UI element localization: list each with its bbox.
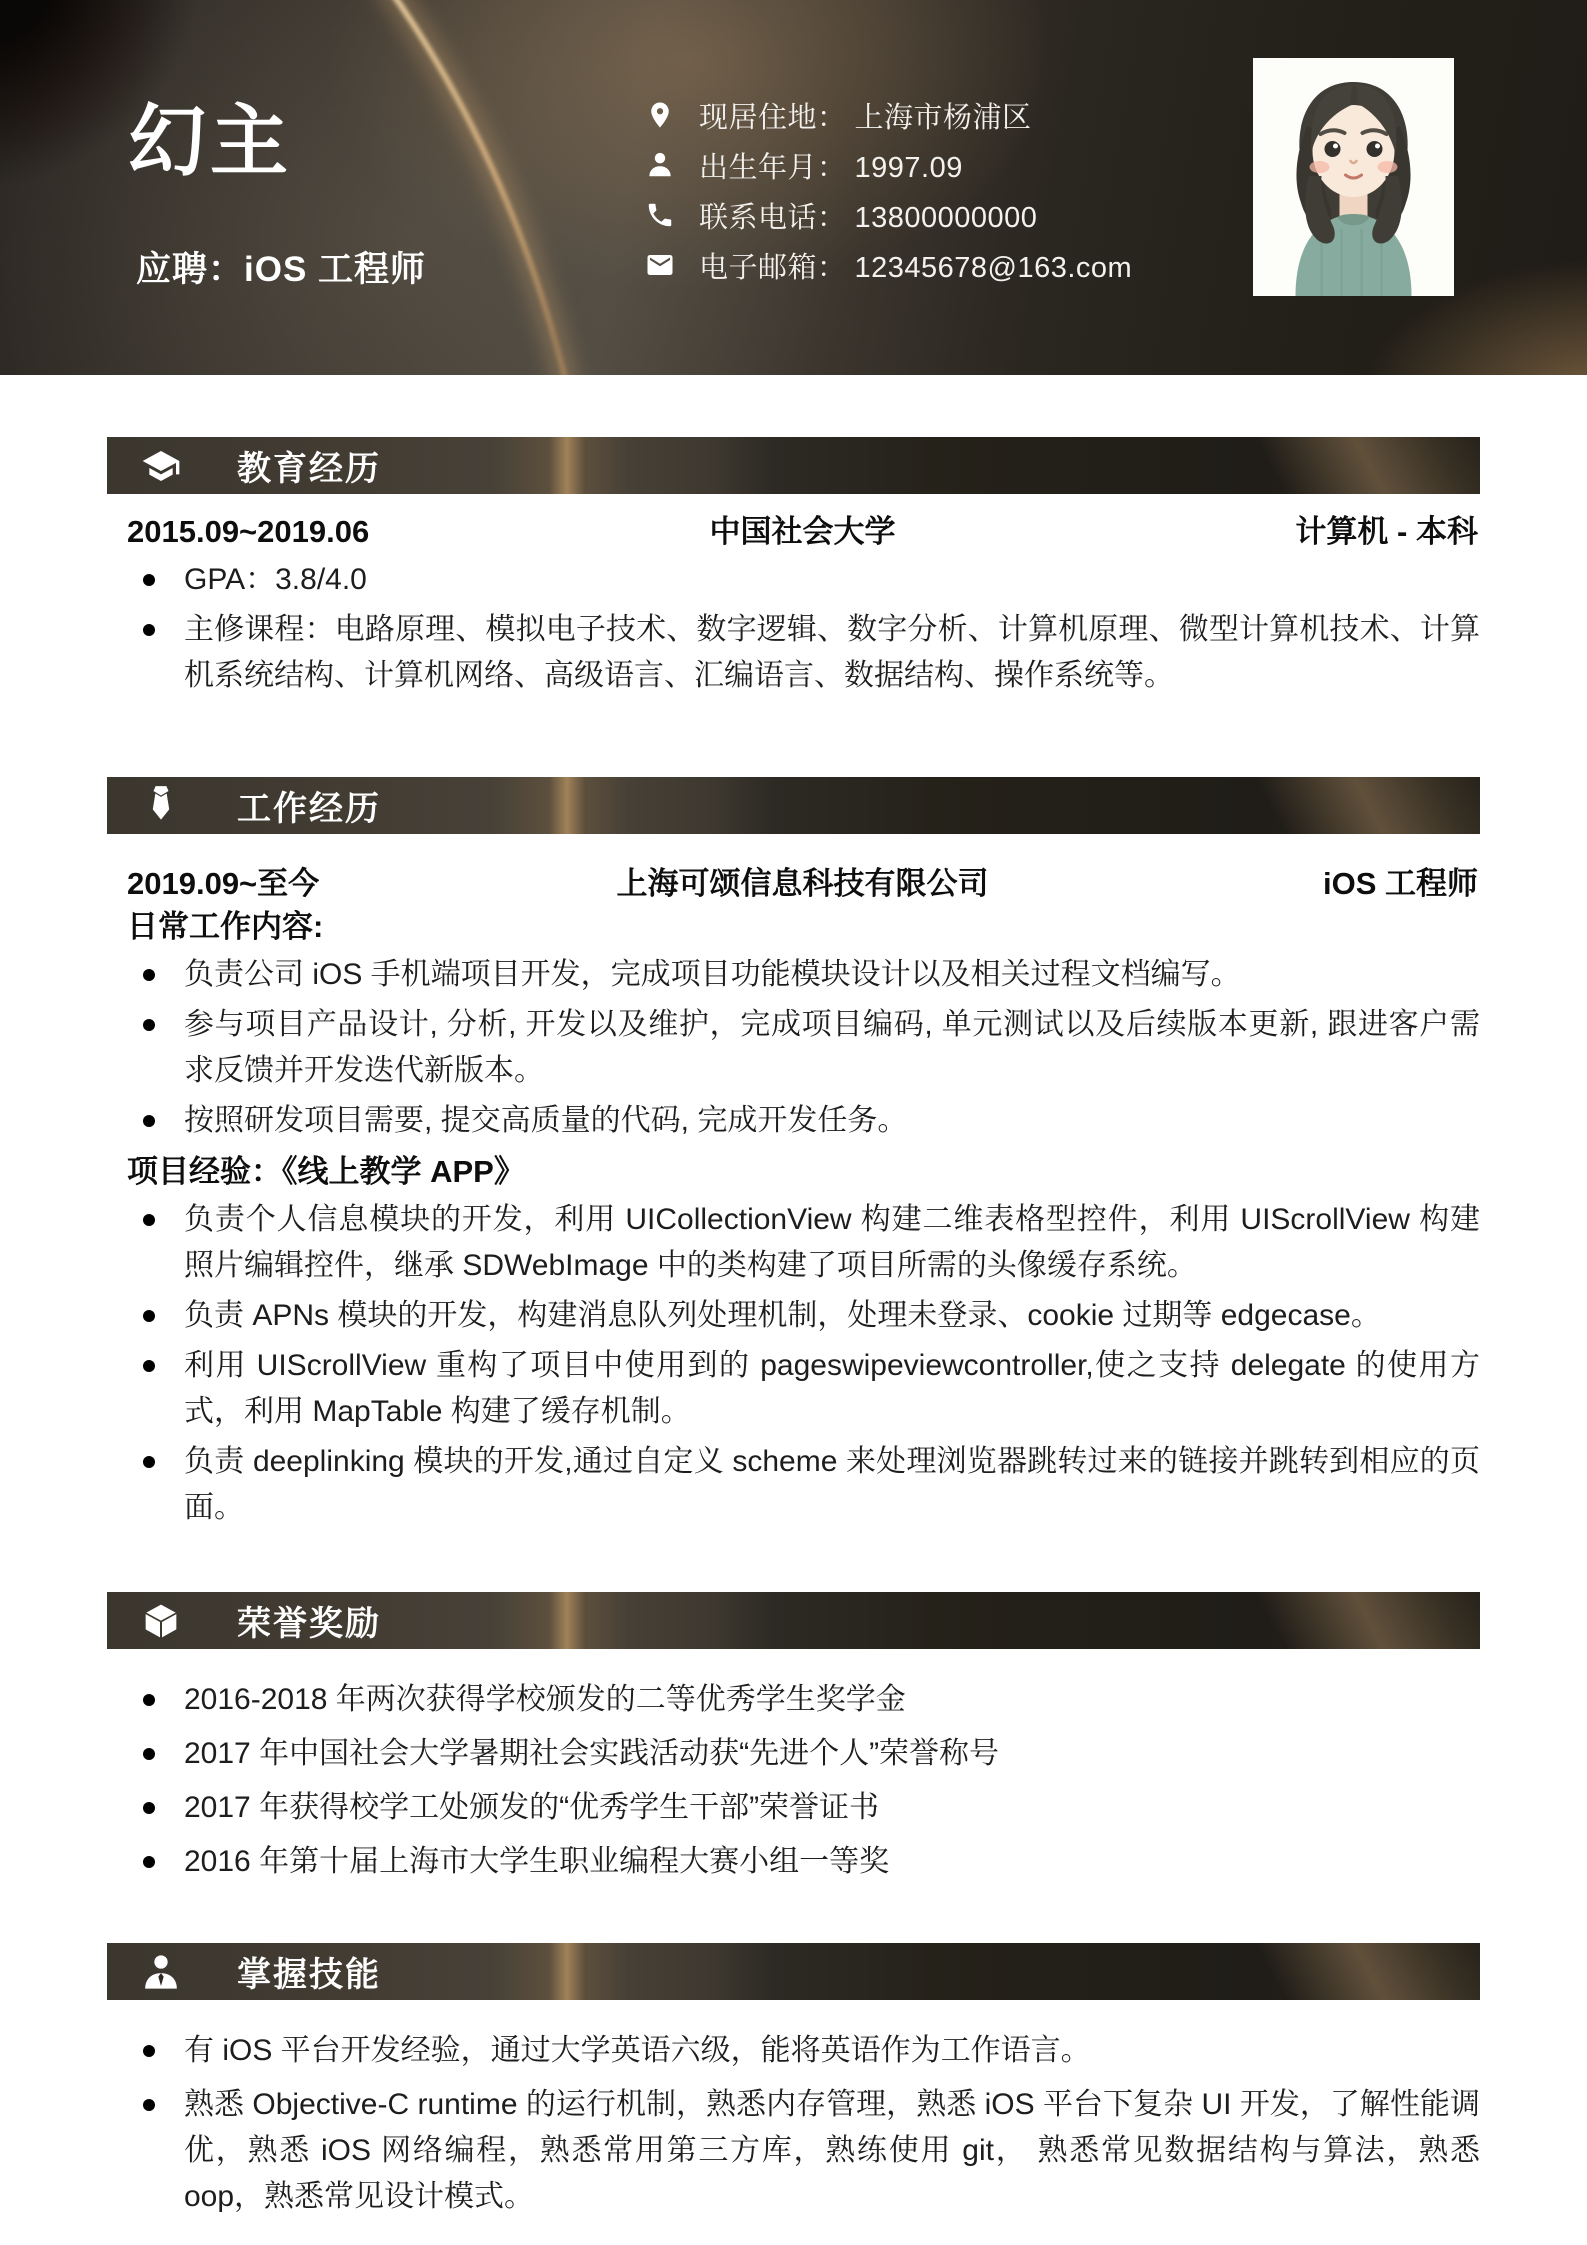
- person-icon: [643, 148, 677, 182]
- bullet-item: 负责公司 iOS 手机端项目开发，完成项目功能模块设计以及相关过程文档编写。: [107, 952, 1480, 998]
- bullet-item: 熟悉 Objective-C runtime 的运行机制，熟悉内存管理，熟悉 iOS 平台下复杂 UI 开发，了解性能调优，熟悉 iOS 网络编程，熟悉常用第三方库，熟练使用 git， 熟悉常见数据结构与算法，熟悉 oop，熟悉常见设计模式。: [107, 2082, 1480, 2220]
- bullet-item: 负责 deeplinking 模块的开发,通过自定义 scheme 来处理浏览器跳转过来的链接并跳转到相应的页面。: [107, 1439, 1480, 1531]
- candidate-name: 幻主: [128, 97, 293, 185]
- contact-text: [699, 245, 1132, 286]
- education-bullets: [107, 557, 1480, 699]
- work-project-title: 项目经验：《线上教学 APP》: [127, 1154, 525, 1189]
- resume-body: [107, 375, 1480, 2228]
- contact-info: [643, 90, 1132, 290]
- bullet-item: 2017 年中国社会大学暑期社会实践活动获“先进个人”荣誉称号: [107, 1731, 1480, 1777]
- work-role: iOS 工程师: [1322, 866, 1478, 901]
- cartoon-girl-avatar: [1253, 58, 1454, 296]
- work-daily-title: 日常工作内容:: [127, 909, 324, 944]
- work-daily-bullets: [107, 952, 1480, 1144]
- education-row: [107, 506, 1480, 551]
- section-title: 教育经历: [237, 450, 381, 488]
- bullet-item: 有 iOS 平台开发经验，通过大学英语六级，能将英语作为工作语言。: [107, 2028, 1480, 2074]
- profile-photo: [1253, 58, 1454, 296]
- contact-value: 1997.09: [854, 151, 963, 184]
- education-degree: 计算机 - 本科: [1295, 514, 1478, 549]
- header-band: [0, 0, 1587, 375]
- contact-label: 现居住地：: [699, 101, 847, 134]
- contact-label: 联系电话：: [699, 201, 847, 234]
- contact-text: [699, 195, 1037, 236]
- graduation-cap-icon: [129, 446, 193, 486]
- bullet-item: GPA：3.8/4.0: [107, 557, 1480, 603]
- bullet-item: 参与项目产品设计, 分析, 开发以及维护，完成项目编码, 单元测试以及后续版本更新, 跟进客户需求反馈并开发迭代新版本。: [107, 1002, 1480, 1094]
- contact-text: [699, 95, 1032, 136]
- phone-icon: [643, 198, 677, 232]
- education-school: 中国社会大学: [709, 514, 896, 549]
- bullet-item: 2016 年第十届上海市大学生职业编程大赛小组一等奖: [107, 1839, 1480, 1885]
- honors-bullets: [107, 1677, 1480, 1885]
- bullet-item: 按照研发项目需要, 提交高质量的代码, 完成开发任务。: [107, 1098, 1480, 1144]
- bullet-item: 2016-2018 年两次获得学校颁发的二等优秀学生奖学金: [107, 1677, 1480, 1723]
- section-title: 掌握技能: [237, 1956, 381, 1994]
- skills-section-header: [107, 1943, 1480, 2000]
- contact-row-email: [643, 240, 1132, 290]
- contact-label: 出生年月：: [699, 151, 847, 184]
- work-project-bullets: [107, 1197, 1480, 1531]
- contact-row-phone: [643, 190, 1132, 240]
- bullet-item: 负责 APNs 模块的开发，构建消息队列处理机制，处理未登录、cookie 过期等 edgecase。: [107, 1293, 1480, 1339]
- tie-icon: [129, 784, 193, 828]
- section-title: 工作经历: [237, 790, 381, 828]
- person-suit-icon: [129, 1952, 193, 1992]
- section-skills: [107, 1943, 1480, 2220]
- bullet-item: 负责个人信息模块的开发，利用 UICollectionView 构建二维表格型控件，利用 UIScrollView 构建照片编辑控件，继承 SDWebImage 中的类构建了项目所需的头像缓存系统。: [107, 1197, 1480, 1289]
- skills-bullets: [107, 2028, 1480, 2220]
- work-company: 上海可颂信息科技有限公司: [616, 866, 989, 901]
- work-period: 2019.09~至今: [127, 866, 320, 901]
- cube-icon: [129, 1601, 193, 1641]
- contact-text: [699, 145, 963, 186]
- contact-row-birth: [643, 140, 1132, 190]
- work-section-header: [107, 777, 1480, 834]
- section-honors: [107, 1592, 1480, 1885]
- contact-value: 12345678@163.com: [854, 251, 1133, 284]
- education-period: 2015.09~2019.06: [127, 514, 370, 549]
- section-work: [107, 777, 1480, 1531]
- email-icon: [643, 248, 677, 282]
- applying-position: 应聘：iOS 工程师: [136, 250, 427, 289]
- contact-value: 13800000000: [854, 201, 1038, 234]
- bullet-item: 主修课程：电路原理、模拟电子技术、数字逻辑、数字分析、计算机原理、微型计算机技术、计算机系统结构、计算机网络、高级语言、汇编语言、数据结构、操作系统等。: [107, 607, 1480, 699]
- bullet-item: 2017 年获得校学工处颁发的“优秀学生干部”荣誉证书: [107, 1785, 1480, 1831]
- contact-row-address: [643, 90, 1132, 140]
- honors-section-header: [107, 1592, 1480, 1649]
- section-title: 荣誉奖励: [237, 1605, 381, 1643]
- section-education: [107, 437, 1480, 699]
- contact-label: 电子邮箱：: [699, 251, 847, 284]
- education-section-header: [107, 437, 1480, 494]
- location-icon: [643, 98, 677, 132]
- work-row: [107, 858, 1480, 903]
- bullet-item: 利用 UIScrollView 重构了项目中使用到的 pageswipeviewcontroller,使之支持 delegate 的使用方式，利用 MapTable 构建了缓存机制。: [107, 1343, 1480, 1435]
- contact-value: 上海市杨浦区: [854, 101, 1032, 134]
